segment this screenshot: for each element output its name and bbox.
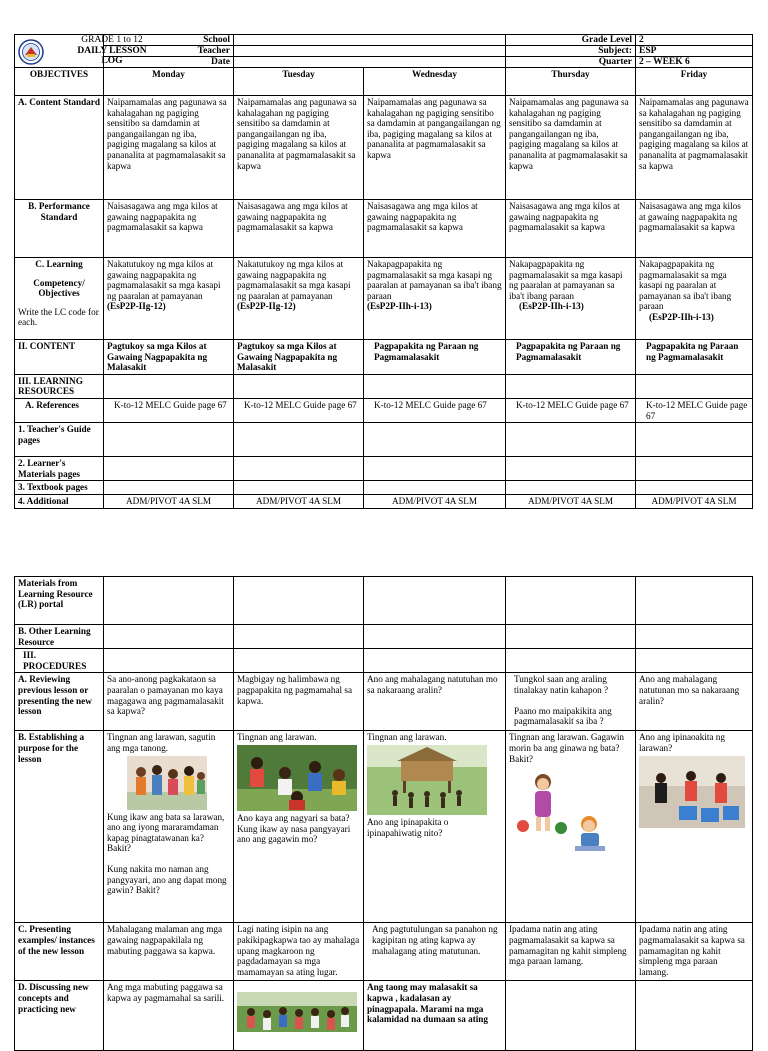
empty-cell — [234, 374, 364, 398]
presenting-mon: Mahalagang malaman ang mga gawaing nagpapakilala ng mabuting paggawa sa kapwa. — [104, 923, 234, 981]
empty-cell — [506, 374, 636, 398]
performance-standard-label: B. Performance Standard — [15, 200, 104, 258]
reviewing-wed: Ano ang mahalagang natutuhan mo sa nakaraang aralin? — [364, 673, 506, 731]
additional-fri: ADM/PIVOT 4A SLM — [636, 494, 753, 508]
content-standard-thu: Naipamamalas ang pagunawa sa kahalagahan ng pagiging sensitibo sa damdamin at pangangailangan ng iba, pagiging magalang sa kilos at pananalita at pagmamalasakit sa kapwa — [506, 96, 636, 200]
purpose-wed — [364, 731, 506, 923]
performance-standard-mon: Naisasagawa ang mga kilos at gawaing nagpapakita ng pagmamalasakit sa kapwa — [104, 200, 234, 258]
purpose-thu — [506, 731, 636, 923]
purpose-instruction: Tingnan ang larawan. — [237, 732, 317, 743]
reviewing-label: A. Reviewing previous lesson or presenting the new lesson — [15, 673, 104, 731]
presenting-thu: Ipadama natin ang ating pagmamalasakit sa kapwa sa pamamagitan ng kahit simpleng mga paraan lamang. — [506, 923, 636, 981]
competency-label-line1: C. Learning — [35, 259, 83, 269]
content-standard-label: A. Content Standard — [15, 96, 104, 200]
lesson-log-table-page2 — [14, 576, 753, 1051]
discussing-mon-text: Ang mga mabuting paggawa sa kapwa ay pagmamahal sa sarili. — [107, 982, 225, 1003]
additional-mon: ADM/PIVOT 4A SLM — [104, 494, 234, 508]
header-title — [52, 35, 172, 67]
children-helping-image — [237, 745, 357, 811]
additional-thu: ADM/PIVOT 4A SLM — [506, 494, 636, 508]
competency-mon — [104, 258, 234, 340]
presenting-label: C. Presenting examples/ instances of the new lesson — [15, 923, 104, 981]
performance-standard-wed: Naisasagawa ang mga kilos at gawaing nagpapakita ng pagmamalasakit sa kapwa — [364, 200, 506, 258]
content-tue: Pagtukoy sa mga Kilos at Gawaing Nagpapakita ng Malasakit — [234, 340, 364, 375]
additional-label: 4. Additional — [15, 494, 104, 508]
teacher-value[interactable] — [234, 46, 506, 57]
content-standard-tue: Naipamamalas ang pagunawa sa kahalagahan ng pagiging sensitibo sa damdamin at pangangailangan ng iba, pagiging magalang sa kilos at pananalita at pagmamalasakit sa kapwa — [234, 96, 364, 200]
empty-cell — [636, 423, 753, 457]
competency-code: (EsP2P-IIh-i-13) — [367, 301, 432, 312]
purpose-instruction: Tingnan ang larawan. Gagawin morin ba ang ginawa ng bata? Bakit? — [509, 732, 624, 764]
competency-text: Nakapagpapakita ng pagmamalasakit sa mga kasapi ng paaralan at pamayanan sa iba't ibang paraan — [367, 259, 502, 301]
empty-cell — [636, 981, 753, 1051]
discussing-wed: Ang taong may malasakit sa kapwa , kadalasan ay pinagpapala. Marami na mga kalamidad na dumaan sa ating — [364, 981, 506, 1051]
date-label: Date — [104, 57, 234, 68]
purpose-mon-q2: Kung nakita mo naman ang pangyayari, ano ang dapat mong gawin? Bakit? — [107, 863, 227, 896]
competency-text: Nakatutukoy ng mga kilos at gawaing nagpapakita ng pagmamalasakit sa mga kasapi ng paaralan at pamayanan — [237, 259, 351, 301]
additional-wed: ADM/PIVOT 4A SLM — [364, 494, 506, 508]
empty-cell — [234, 625, 364, 649]
empty-cell — [506, 981, 636, 1051]
grade-level-label: Grade Level — [506, 35, 636, 46]
day-thursday: Thursday — [506, 68, 636, 96]
empty-cell — [104, 577, 234, 625]
empty-cell — [636, 577, 753, 625]
quarter-value: 2 – WEEK 6 — [636, 57, 753, 68]
empty-cell — [104, 457, 234, 481]
empty-cell — [364, 649, 506, 673]
empty-cell — [234, 481, 364, 495]
empty-cell — [234, 457, 364, 481]
empty-cell — [506, 649, 636, 673]
content-label: II. CONTENT — [15, 340, 104, 375]
grade-level-value: 2 — [636, 35, 753, 46]
reviewing-thu-q2: Paano mo maipakikita ang pagmamalasakit sa iba ? — [514, 705, 612, 727]
lr-portal-label: Materials from Learning Resource (LR) portal — [15, 577, 104, 625]
empty-cell — [506, 481, 636, 495]
empty-cell — [234, 577, 364, 625]
teachers-guide-label: 1. Teacher's Guide pages — [15, 423, 104, 457]
competency-tue — [234, 258, 364, 340]
empty-cell — [234, 423, 364, 457]
performance-standard-tue: Naisasagawa ang mga kilos at gawaing nagpapakita ng pagmamalasakit sa kapwa — [234, 200, 364, 258]
title-line2: LOG — [101, 56, 123, 66]
content-standard-fri: Naipamamalas ang pagunawa sa kahalagahan ng pagiging sensitibo sa damdamin at pangangailangan ng iba, pagiging magalang sa kilos at pananalita at pagmamalasakit sa kapwa — [636, 96, 753, 200]
reviewing-thu-q1: Tungkol saan ang araling tinalakay natin kahapon ? — [514, 674, 609, 695]
day-friday: Friday — [636, 68, 753, 96]
empty-cell — [506, 577, 636, 625]
purpose-instruction: Tingnan ang larawan, sagutin ang mga tanong. — [107, 732, 216, 753]
empty-cell — [234, 649, 364, 673]
content-standard-wed: Naipamamalas ang pagunawa sa kahalagahan ng pagiging sensitibo sa damdamin at pangangailangan ng iba, pagiging magalang sa kilos at pananalita at pagmamalasakit sa kapwa — [364, 96, 506, 200]
lesson-log-table-page1 — [14, 34, 753, 509]
content-mon: Pagtukoy sa mga Kilos at Gawaing Nagpapakita ng Malasakit — [104, 340, 234, 375]
competency-text: Nakapagpapakita ng pagmamalasakit sa mga kasapi ng paaralan at pamayanan sa iba't ibang paraan — [639, 259, 732, 312]
textbook-label: 3. Textbook pages — [15, 481, 104, 495]
empty-cell — [364, 457, 506, 481]
empty-cell — [104, 649, 234, 673]
competency-code: (EsP2P-IIg-12) — [107, 301, 166, 312]
subject-label: Subject: — [506, 46, 636, 57]
content-thu: Pagpapakita ng Paraan ng Pagmamalasakit — [506, 340, 636, 375]
content-fri: Pagpapakita ng Paraan ng Pagmamalasakit — [636, 340, 753, 375]
competency-label-line2: Competency/ Objectives — [33, 277, 85, 299]
title-line1: DAILY LESSON — [77, 45, 147, 56]
reviewing-tue: Magbigay ng halimbawa ng pagpapakita ng pagmamahal sa kapwa. — [234, 673, 364, 731]
empty-cell — [506, 423, 636, 457]
community-image — [237, 992, 357, 1032]
purpose-instruction: Ano ang ipinaoakita ng larawan? — [639, 732, 725, 753]
empty-cell — [636, 649, 753, 673]
discussing-mon — [104, 981, 234, 1051]
competency-label-line3: Write the LC code for each. — [18, 306, 99, 328]
quarter-label: Quarter — [506, 57, 636, 68]
day-monday: Monday — [104, 68, 234, 96]
deped-seal-icon — [18, 39, 44, 65]
day-tuesday: Tuesday — [234, 68, 364, 96]
competency-text: Nakapagpapakita ng pagmamalasakit sa mga kasapi ng paaralan at pamayanan sa iba't ibang paraan — [509, 259, 623, 301]
purpose-mon — [104, 731, 234, 923]
additional-tue: ADM/PIVOT 4A SLM — [234, 494, 364, 508]
competency-wed — [364, 258, 506, 340]
purpose-tue-q: Ano kaya ang nagyari sa bata? Kung ikaw ay nasa pangyayari ano ang gagawin mo? — [237, 812, 351, 845]
empty-cell — [364, 481, 506, 495]
purpose-wed-q: Ano ang ipinapakita o ipinapahiwatig nito? — [367, 816, 449, 838]
empty-cell — [506, 625, 636, 649]
subject-value: ESP — [636, 46, 753, 57]
references-thu: K-to-12 MELC Guide page 67 — [506, 398, 636, 422]
performance-standard-thu: Naisasagawa ang mga kilos at gawaing nagpapakita ng pagmamalasakit sa kapwa — [506, 200, 636, 258]
purpose-mon-q1: Kung ikaw ang bata sa larawan, ano ang iyong mararamdaman kapag pinagtatawanan ka? Bakit? — [107, 811, 225, 854]
presenting-fri: Ipadama natin ang ating pagmamalasakit sa kapwa sa pamamagitan ng kahit simpleng mga paraan lamang. — [636, 923, 753, 981]
competency-fri — [636, 258, 753, 340]
discussing-label: D. Discussing new concepts and practicing new — [15, 981, 104, 1051]
reviewing-fri: Ano ang mahalagang natutunan mo sa nakaraang aralin? — [636, 673, 753, 731]
empty-cell — [636, 625, 753, 649]
empty-cell — [636, 481, 753, 495]
competency-thu — [506, 258, 636, 340]
empty-cell — [364, 625, 506, 649]
presenting-tue: Lagi nating isipin na ang pakikipagkapwa tao ay mahalaga upang magkaroon ng pagdadamayan sa mga mamamayan sa ating lugar. — [234, 923, 364, 981]
competency-code: (EsP2P-IIh-i-13) — [649, 311, 714, 322]
empty-cell — [636, 457, 753, 481]
references-label: A. References — [15, 398, 104, 422]
purpose-instruction: Tingnan ang larawan. — [367, 732, 447, 743]
bayanihan-house-image — [367, 745, 487, 815]
empty-cell — [364, 577, 506, 625]
competency-code: (EsP2P-IIh-i-13) — [519, 301, 584, 312]
date-value[interactable] — [234, 57, 506, 68]
empty-cell — [636, 374, 753, 398]
content-standard-mon: Naipamamalas ang pagunawa sa kahalagahan ng pagiging sensitibo sa damdamin at pangangailangan ng iba, pagiging magalang sa kilos at pananalita at pagmamalasakit sa kapwa — [104, 96, 234, 200]
purpose-fri — [636, 731, 753, 923]
reviewing-mon: Sa ano-anong pagkakataon sa paaralan o pamayanan mo kaya magagawa ang pagmamalasakit sa kapwa? — [104, 673, 234, 731]
empty-cell — [364, 423, 506, 457]
teacher-label: Teacher — [104, 46, 234, 57]
performance-standard-fri: Naisasagawa ang mga kilos at gawaing nagpapakita ng pagmamalasakit sa kapwa — [636, 200, 753, 258]
relief-goods-image — [639, 756, 745, 828]
competency-text: Nakatutukoy ng mga kilos at gawaing nagpapakita ng pagmamalasakit sa mga kasapi ng paaralan at pamayanan — [107, 259, 221, 301]
school-label: School — [104, 35, 234, 46]
references-fri: K-to-12 MELC Guide page 67 — [636, 398, 753, 422]
objectives-header: OBJECTIVES — [15, 68, 104, 96]
grade-range: GRADE 1 to 12 — [81, 35, 143, 45]
school-value[interactable] — [234, 35, 506, 46]
empty-cell — [104, 625, 234, 649]
discussing-tue — [234, 981, 364, 1051]
empty-cell — [104, 374, 234, 398]
procedures-label: III. PROCEDURES — [15, 649, 104, 673]
children-teasing-image — [127, 756, 207, 810]
content-wed: Pagpapakita ng Paraan ng Pagmamalasakit — [364, 340, 506, 375]
day-wednesday: Wednesday — [364, 68, 506, 96]
references-wed: K-to-12 MELC Guide page 67 — [364, 398, 506, 422]
children-cartoon-image — [509, 766, 621, 856]
learners-materials-label: 2. Learner's Materials pages — [15, 457, 104, 481]
other-resource-label: B. Other Learning Resource — [15, 625, 104, 649]
presenting-wed: Ang pagtutulungan sa panahon ng kagipitan ng ating kapwa ay mahalagang ating matutunan. — [364, 923, 506, 981]
empty-cell — [104, 423, 234, 457]
purpose-tue — [234, 731, 364, 923]
purpose-label: B. Establishing a purpose for the lesson — [15, 731, 104, 923]
empty-cell — [104, 481, 234, 495]
competency-label — [15, 258, 104, 340]
reviewing-thu — [506, 673, 636, 731]
references-mon: K-to-12 MELC Guide page 67 — [104, 398, 234, 422]
empty-cell — [364, 374, 506, 398]
learning-resources-label: III. LEARNING RESOURCES — [15, 374, 104, 398]
references-tue: K-to-12 MELC Guide page 67 — [234, 398, 364, 422]
competency-code: (EsP2P-IIg-12) — [237, 301, 296, 312]
empty-cell — [506, 457, 636, 481]
